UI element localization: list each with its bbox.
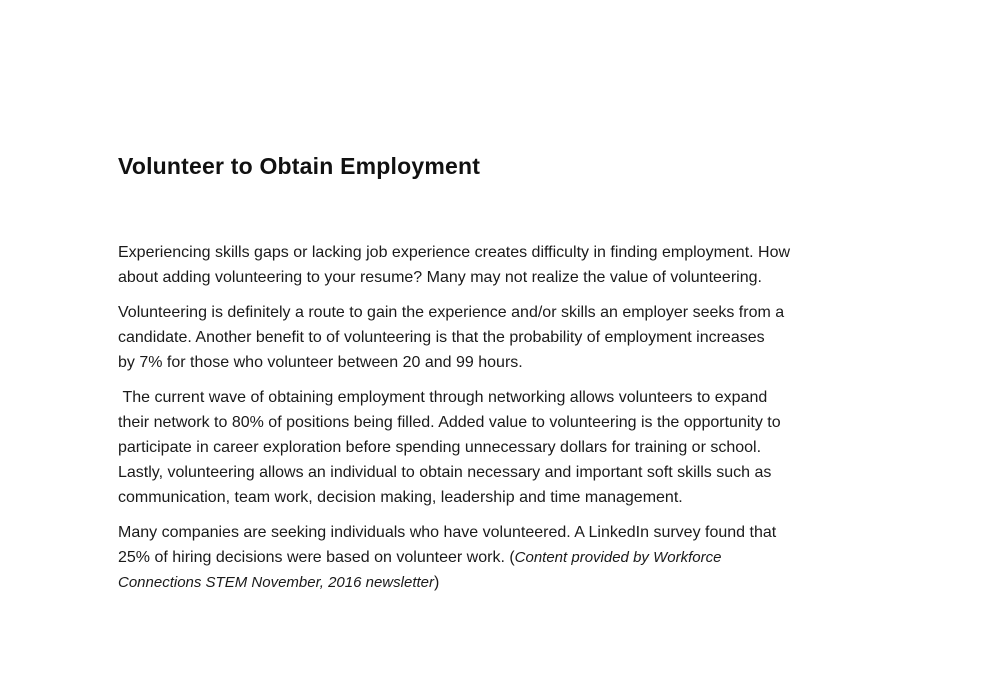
paragraph-line: The current wave of obtaining employment through networking allows volunteers to expand — [118, 389, 768, 406]
paragraph-line: communication, team work, decision making, leadership and time management. — [118, 489, 683, 506]
paragraph-1 — [118, 240, 888, 290]
paragraph-text: ) — [434, 574, 440, 591]
paragraph-line: their network to 80% of positions being filled. Added value to volunteering is the opportunity to — [118, 414, 781, 431]
document-title: Volunteer to Obtain Employment — [118, 153, 481, 179]
paragraph-line: participate in career exploration before spending unnecessary dollars for training or school. — [118, 439, 762, 456]
paragraph-line: Experiencing skills gaps or lacking job experience creates difficulty in finding employment. How — [118, 244, 791, 261]
document-body — [118, 240, 888, 595]
paragraph-line — [118, 570, 888, 595]
paragraph-2 — [118, 300, 888, 375]
paragraph-line: about adding volunteering to your resume? Many may not realize the value of volunteering. — [118, 269, 762, 286]
citation-text: Connections STEM November, 2016 newsletter — [118, 574, 434, 591]
paragraph-3 — [118, 385, 888, 510]
paragraph-line: Many companies are seeking individuals who have volunteered. A LinkedIn survey found that — [118, 524, 777, 541]
paragraph-line: Lastly, volunteering allows an individual to obtain necessary and important soft skills such as — [118, 464, 772, 481]
paragraph-4 — [118, 520, 888, 595]
paragraph-text: 25% of hiring decisions were based on volunteer work. ( — [118, 549, 515, 566]
paragraph-line: Volunteering is definitely a route to gain the experience and/or skills an employer seeks from a — [118, 304, 785, 321]
paragraph-line — [118, 545, 888, 570]
paragraph-line: candidate. Another benefit to of volunteering is that the probability of employment increases — [118, 329, 765, 346]
paragraph-line: by 7% for those who volunteer between 20 and 99 hours. — [118, 354, 523, 371]
citation-text: Content provided by Workforce — [514, 549, 722, 566]
